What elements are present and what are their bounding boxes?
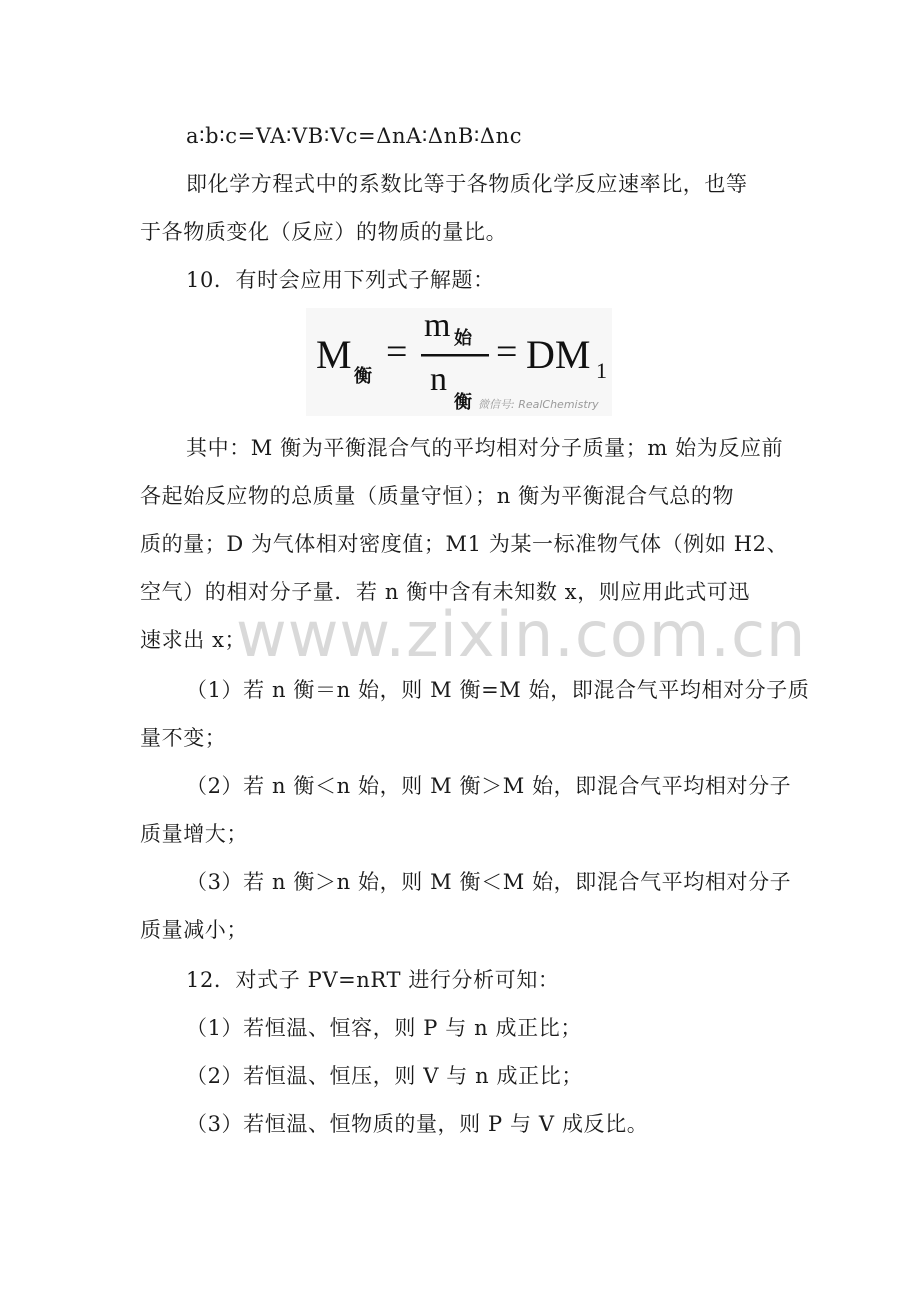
fraction-bar (421, 354, 489, 357)
formula-rhs: DM (526, 332, 591, 377)
formula-denominator-sub: 衡 (454, 392, 472, 413)
paragraph-line: 空气）的相对分子量．若 n 衡中含有未知数 x，则应用此式可迅 (140, 580, 750, 604)
formula-rhs-sub: 1 (596, 358, 607, 383)
formula-equals-1: = (386, 331, 408, 373)
list-item-continuation: 量不变； (140, 726, 227, 750)
formula-svg (306, 308, 612, 416)
wechat-watermark: 微信号: RealChemistry (478, 398, 599, 411)
formula-image (306, 308, 612, 416)
paragraph-line: 其中：M 衡为平衡混合气的平均相对分子质量；m 始为反应前 (186, 436, 784, 460)
formula-lhs: M (316, 332, 352, 377)
paragraph-line: 即化学方程式中的系数比等于各物质化学反应速率比，也等 (186, 172, 748, 196)
list-item: （1）若 n 衡＝n 始，则 M 衡=M 始，即混合气平均相对分子质 (186, 678, 810, 702)
formula-denominator: n (430, 361, 447, 398)
ratio-equation: a∶b∶c=VA∶VB∶Vc=ΔnA∶ΔnB∶Δnc (186, 124, 523, 148)
list-item: （2）若恒温、恒压，则 V 与 n 成正比； (186, 1064, 583, 1088)
paragraph-line: 速求出 x； (140, 628, 247, 652)
formula-equals-2: = (496, 331, 518, 373)
list-item: （2）若 n 衡＜n 始，则 M 衡＞M 始，即混合气平均相对分子 (186, 774, 792, 798)
list-item-continuation: 质量增大； (140, 822, 248, 846)
list-item: （3）若恒温、恒物质的量，则 P 与 V 成反比。 (186, 1112, 649, 1136)
site-watermark: www.zixin.com.cn (236, 598, 807, 671)
section-heading-10: 10．有时会应用下列式子解题： (186, 268, 495, 292)
formula-lhs-sub: 衡 (354, 366, 372, 387)
paragraph-line: 于各物质变化（反应）的物质的量比。 (140, 220, 508, 244)
formula-numerator: m (424, 308, 451, 344)
paragraph-line: 各起始反应物的总质量（质量守恒）；n 衡为平衡混合气总的物 (140, 484, 735, 508)
list-item: （3）若 n 衡＞n 始，则 M 衡＜M 始，即混合气平均相对分子 (186, 870, 792, 894)
section-heading-12: 12．对式子 PV=nRT 进行分析可知： (186, 968, 560, 992)
list-item-continuation: 质量减小； (140, 918, 248, 942)
list-item: （1）若恒温、恒容，则 P 与 n 成正比； (186, 1016, 582, 1040)
paragraph-line: 质的量；D 为气体相对密度值；M1 为某一标准物气体（例如 H2、 (140, 532, 789, 556)
formula-numerator-sub: 始 (454, 328, 472, 349)
